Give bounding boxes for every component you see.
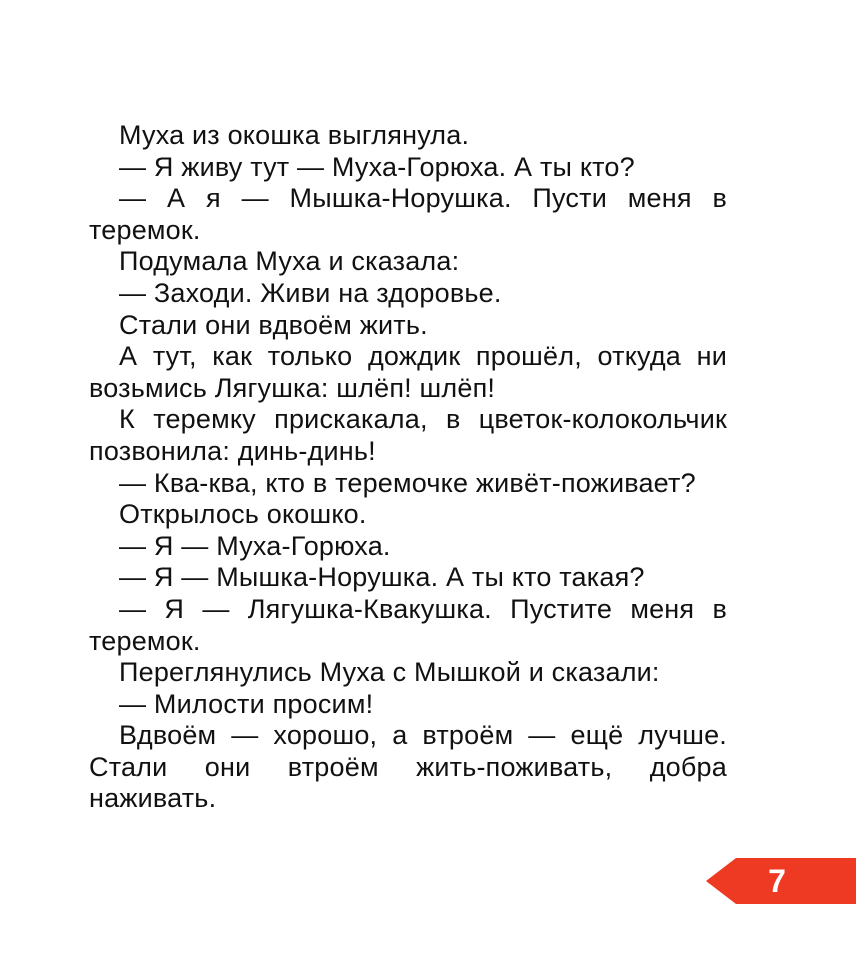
paragraph: — А я — Мышка-Норушка. Пусти меня в теремок. — [89, 183, 727, 245]
paragraph: Стали они вдвоём жить. — [119, 309, 428, 340]
story-text — [89, 120, 727, 815]
paragraph: — Я — Лягушка-Квакушка. Пустите меня в теремок. — [89, 593, 727, 656]
paragraph: — Милости просим! — [119, 688, 374, 719]
paragraph: Вдвоём — хорошо, а втроём — ещё лучше. Стали они втроём жить-поживать, добра наживать. — [89, 720, 727, 814]
paragraph: — Я — Мышка-Норушка. А ты кто такая? — [119, 562, 645, 593]
paragraph: Подумала Муха и сказала: — [119, 246, 460, 277]
paragraph: Открылось окошко. — [119, 499, 367, 530]
paragraph: Муха из окошка выглянула. — [119, 120, 470, 150]
paragraph: — Ква-ква, кто в теремочке живёт-поживает? — [119, 467, 696, 498]
paragraph: — Заходи. Живи на здоровье. — [119, 277, 502, 308]
paragraph: — Я живу тут — Муха-Горюха. А ты кто? — [119, 151, 635, 182]
paragraph: К теремку прискакала, в цветок-колокольчик позвонила: динь-динь! — [89, 404, 727, 466]
paragraph: — Я — Муха-Горюха. — [119, 530, 391, 561]
paragraph: Переглянулись Муха с Мышкой и сказали: — [119, 657, 660, 688]
paragraph: А тут, как только дождик прошёл, откуда ни возьмись Лягушка: шлёп! шлёп! — [89, 341, 727, 403]
page-number: 7 — [768, 863, 786, 899]
